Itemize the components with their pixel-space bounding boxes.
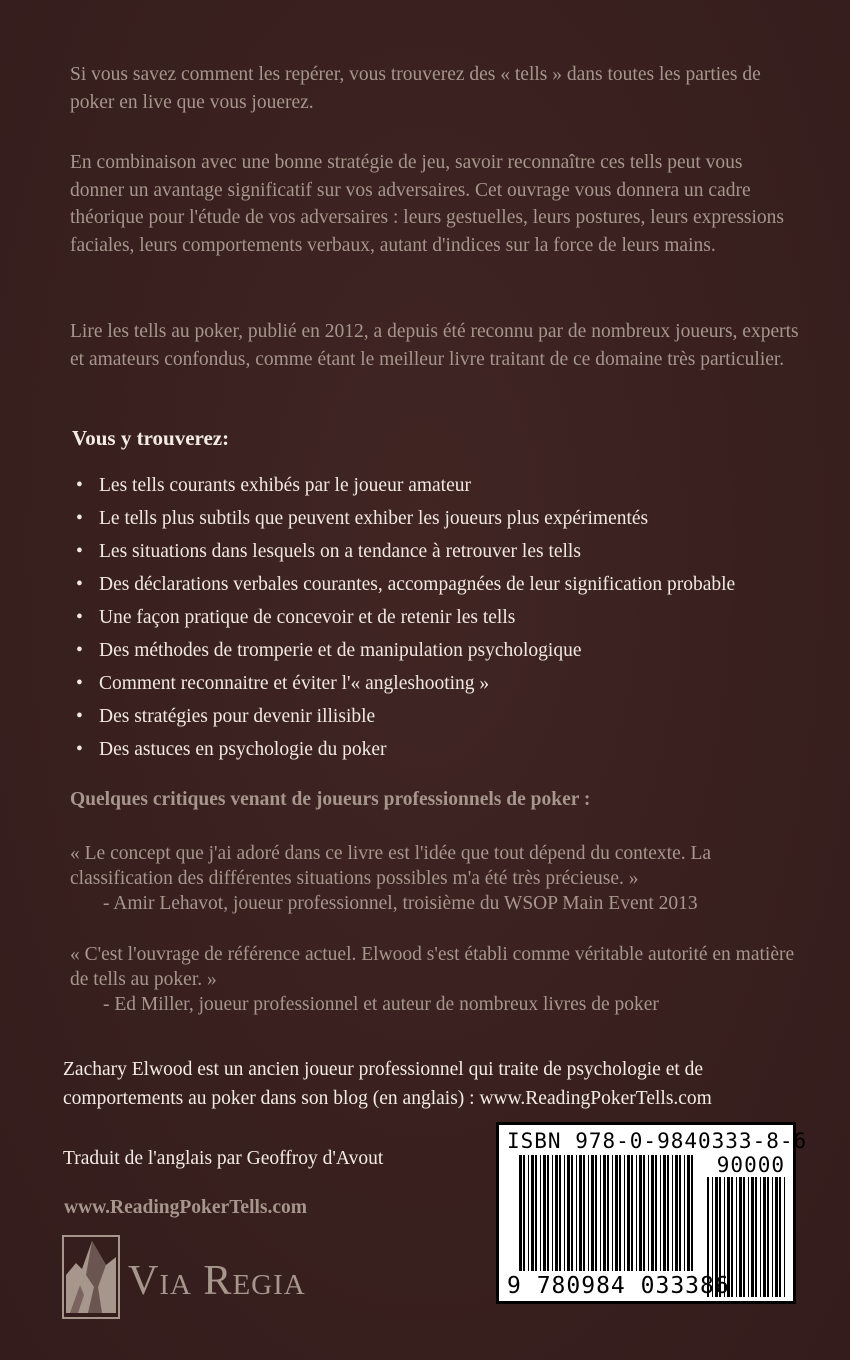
- barcode-bar: [748, 1177, 749, 1297]
- barcode-bar: [684, 1155, 685, 1271]
- barcode-bar: [675, 1155, 678, 1271]
- barcode-bar: [663, 1155, 666, 1271]
- barcode-bar: [643, 1155, 645, 1271]
- barcode-bar: [667, 1155, 669, 1271]
- list-item-text: Le tells plus subtils que peuvent exhiber les joueurs plus expérimentés: [99, 508, 649, 529]
- isbn-label: ISBN 978-0-9840333-8-6: [507, 1129, 808, 1153]
- list-item: [72, 667, 812, 700]
- features-list: [72, 469, 812, 766]
- barcode-bar: [631, 1155, 633, 1271]
- mountain-peak-icon: [62, 1235, 120, 1319]
- barcode-bar: [687, 1155, 690, 1271]
- barcode-bar: [615, 1155, 618, 1271]
- features-heading: Vous y trouverez:: [72, 426, 230, 450]
- barcode-bar: [543, 1155, 546, 1271]
- barcode-bar: [547, 1155, 549, 1271]
- list-item: [72, 733, 812, 766]
- bullet-icon: •: [76, 541, 83, 562]
- list-item: [72, 502, 812, 535]
- barcode-bar: [648, 1155, 649, 1271]
- list-item-text: Les situations dans lesquels on a tendance à retrouver les tells: [99, 541, 581, 562]
- barcode-bar: [784, 1177, 785, 1297]
- barcode-bar: [552, 1155, 553, 1271]
- barcode-bar: [760, 1177, 761, 1297]
- barcode-bar: [600, 1155, 601, 1271]
- barcode-bar: [528, 1155, 529, 1271]
- barcode-bar: [523, 1155, 525, 1271]
- list-item-text: Les tells courants exhibés par le joueur amateur: [99, 475, 471, 496]
- barcode-bar: [763, 1177, 766, 1297]
- publisher-logo: [62, 1235, 362, 1319]
- barcode-bar: [672, 1155, 673, 1271]
- bullet-icon: •: [76, 607, 83, 628]
- barcode-bar: [755, 1177, 757, 1297]
- barcode-bar: [779, 1177, 781, 1297]
- list-item-text: Comment reconnaitre et éviter l'« angleshooting »: [99, 673, 490, 694]
- list-item-text: Des méthodes de tromperie et de manipulation psychologique: [99, 640, 582, 661]
- website-url: www.ReadingPokerTells.com: [64, 1197, 308, 1218]
- review-quote-2: [70, 942, 810, 1017]
- isbn-barcode: [496, 1122, 808, 1304]
- review-attribution: - Ed Miller, joueur professionnel et auteur de nombreux livres de poker: [103, 994, 659, 1015]
- review-text: « Le concept que j'ai adoré dans ce livre est l'idée que tout dépend du contexte. La classification des différentes situations possibles m'a été très précieuse. »: [70, 843, 712, 889]
- barcode-bar: [743, 1177, 745, 1297]
- list-item: [72, 535, 812, 568]
- barcode-bar: [595, 1155, 597, 1271]
- barcode-bar: [535, 1155, 537, 1271]
- barcode-bar: [571, 1155, 573, 1271]
- barcode-bar: [739, 1177, 742, 1297]
- list-item: [72, 568, 812, 601]
- barcode-bar: [591, 1155, 594, 1271]
- publisher-name: Via Regia: [128, 1258, 306, 1304]
- barcode-bar: [627, 1155, 630, 1271]
- intro-paragraph-2: En combinaison avec une bonne stratégie de jeu, savoir reconnaître ces tells peut vous donner un avantage significatif sur vos adversaires. Cet ouvrage vous donnera un cadre théorique pour l'étude de vos adversaires : leurs gestuelles, leurs postures, leurs expressions faciales, leurs comportements verbaux, autant d'indices sur la force de leurs mains.: [70, 152, 784, 256]
- barcode-bar: [531, 1155, 534, 1271]
- barcode-bar: [583, 1155, 585, 1271]
- list-item: [72, 700, 812, 733]
- barcode-ean-digits: 9 780984 033386: [507, 1273, 730, 1299]
- review-text: « C'est l'ouvrage de référence actuel. Elwood s'est établi comme véritable autorité en matière de tells au poker. »: [70, 944, 795, 990]
- barcode-bar: [612, 1155, 613, 1271]
- barcode-bar: [564, 1155, 565, 1271]
- barcode-bar: [751, 1177, 754, 1297]
- barcode-bar: [731, 1177, 733, 1297]
- barcode-bar: [576, 1155, 577, 1271]
- barcode-bar: [567, 1155, 570, 1271]
- bullet-icon: •: [76, 706, 83, 727]
- barcode-bar: [639, 1155, 642, 1271]
- list-item-text: Une façon pratique de concevoir et de retenir les tells: [99, 607, 516, 628]
- barcode-bar: [624, 1155, 625, 1271]
- list-item: [72, 469, 812, 502]
- bullet-icon: •: [76, 739, 83, 760]
- review-attribution: - Amir Lehavot, joueur professionnel, troisième du WSOP Main Event 2013: [103, 893, 698, 914]
- barcode-bar: [519, 1155, 522, 1271]
- barcode-bar: [636, 1155, 637, 1271]
- author-bio: Zachary Elwood est un ancien joueur professionnel qui traite de psychologie et de comportements au poker dans son blog (en anglais) : www.ReadingPokerTells.com: [63, 1059, 712, 1109]
- barcode-bar: [767, 1177, 769, 1297]
- barcode-bar: [660, 1155, 661, 1271]
- barcode-bar: [655, 1155, 657, 1271]
- barcode-bar: [607, 1155, 609, 1271]
- list-item: [72, 634, 812, 667]
- list-item: [72, 601, 812, 634]
- bullet-icon: •: [76, 475, 83, 496]
- translator-credit: Traduit de l'anglais par Geoffroy d'Avout: [63, 1148, 384, 1169]
- bullet-icon: •: [76, 574, 83, 595]
- list-item-text: Des déclarations verbales courantes, accompagnées de leur signification probable: [99, 574, 736, 595]
- list-item-text: Des stratégies pour devenir illisible: [99, 706, 376, 727]
- barcode-bar: [588, 1155, 589, 1271]
- barcode-bar: [772, 1177, 773, 1297]
- barcode-bar: [775, 1177, 778, 1297]
- barcode-bar: [651, 1155, 654, 1271]
- barcode-bar: [736, 1177, 737, 1297]
- barcode-bar: [679, 1155, 681, 1271]
- barcode-bar: [619, 1155, 621, 1271]
- bullet-icon: •: [76, 640, 83, 661]
- barcode-bar: [540, 1155, 541, 1271]
- reviews-heading: Quelques critiques venant de joueurs professionnels de poker :: [70, 789, 591, 810]
- barcode-bar: [555, 1155, 558, 1271]
- barcode-addon: 90000: [716, 1153, 785, 1177]
- review-quote-1: [70, 841, 810, 916]
- barcode-bar: [603, 1155, 606, 1271]
- barcode-bar: [691, 1155, 693, 1271]
- intro-paragraph-3: Lire les tells au poker, publié en 2012, a depuis été reconnu par de nombreux joueurs, experts et amateurs confondus, comme étant le meilleur livre traitant de ce domaine très particulier.: [70, 321, 799, 370]
- bullet-icon: •: [76, 508, 83, 529]
- bullet-icon: •: [76, 673, 83, 694]
- barcode-bar: [559, 1155, 561, 1271]
- barcode-bar: [579, 1155, 582, 1271]
- list-item-text: Des astuces en psychologie du poker: [99, 739, 387, 760]
- intro-paragraph-1: Si vous savez comment les repérer, vous trouverez des « tells » dans toutes les parties de poker en live que vous jouerez.: [70, 64, 761, 113]
